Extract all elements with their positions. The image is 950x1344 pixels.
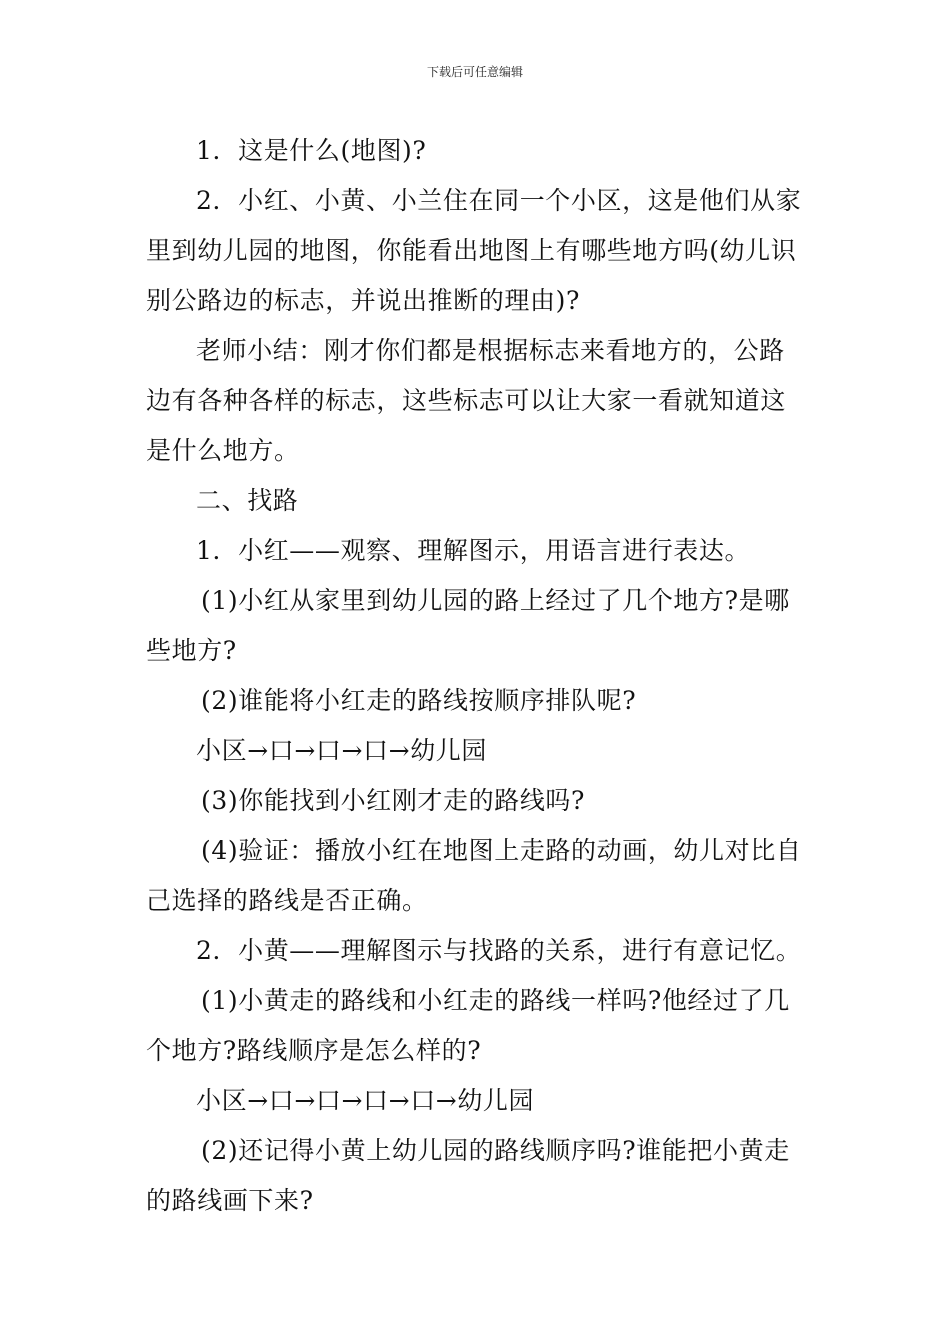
paragraph-xiaohuang-q2: (2)还记得小黄上幼儿园的路线顺序吗?谁能把小黄走的路线画下来? — [146, 1136, 790, 1215]
paragraph-xiaohong-q2: (2)谁能将小红走的路线按顺序排队呢? — [201, 686, 637, 715]
section-heading-find-route: 二、找路 — [196, 486, 299, 515]
paragraph-question-2: 2．小红、小黄、小兰住在同一个小区，这是他们从家里到幼儿园的地图，你能看出地图上有哪些地方吗(幼儿识别公路边的标志，并说出推断的理由)? — [146, 186, 802, 315]
paragraph-xiaohong-q4: (4)验证：播放小红在地图上走路的动画，幼儿对比自己选择的路线是否正确。 — [146, 836, 802, 915]
paragraph-xiaohong-q3: (3)你能找到小红刚才走的路线吗? — [201, 786, 586, 815]
paragraph-xiaohuang-intro: 2．小黄——理解图示与找路的关系，进行有意记忆。 — [196, 936, 802, 965]
paragraph-xiaohong-q1: (1)小红从家里到幼儿园的路上经过了几个地方?是哪些地方? — [146, 586, 790, 665]
paragraph-question-1: 1．这是什么(地图)? — [196, 136, 427, 165]
page-header-note: 下载后可任意编辑 — [426, 65, 523, 79]
paragraph-teacher-summary: 老师小结：刚才你们都是根据标志来看地方的，公路边有各种各样的标志，这些标志可以让大家一看就知道这是什么地方。 — [146, 336, 787, 465]
document-body — [146, 126, 806, 1226]
route-sequence-xiaohong: 小区→口→口→口→幼儿园 — [196, 736, 487, 765]
paragraph-xiaohong-intro: 1．小红——观察、理解图示，用语言进行表达。 — [196, 536, 751, 565]
paragraph-xiaohuang-q1: (1)小黄走的路线和小红走的路线一样吗?他经过了几个地方?路线顺序是怎么样的? — [146, 986, 790, 1065]
route-sequence-xiaohuang: 小区→口→口→口→口→幼儿园 — [196, 1086, 535, 1115]
